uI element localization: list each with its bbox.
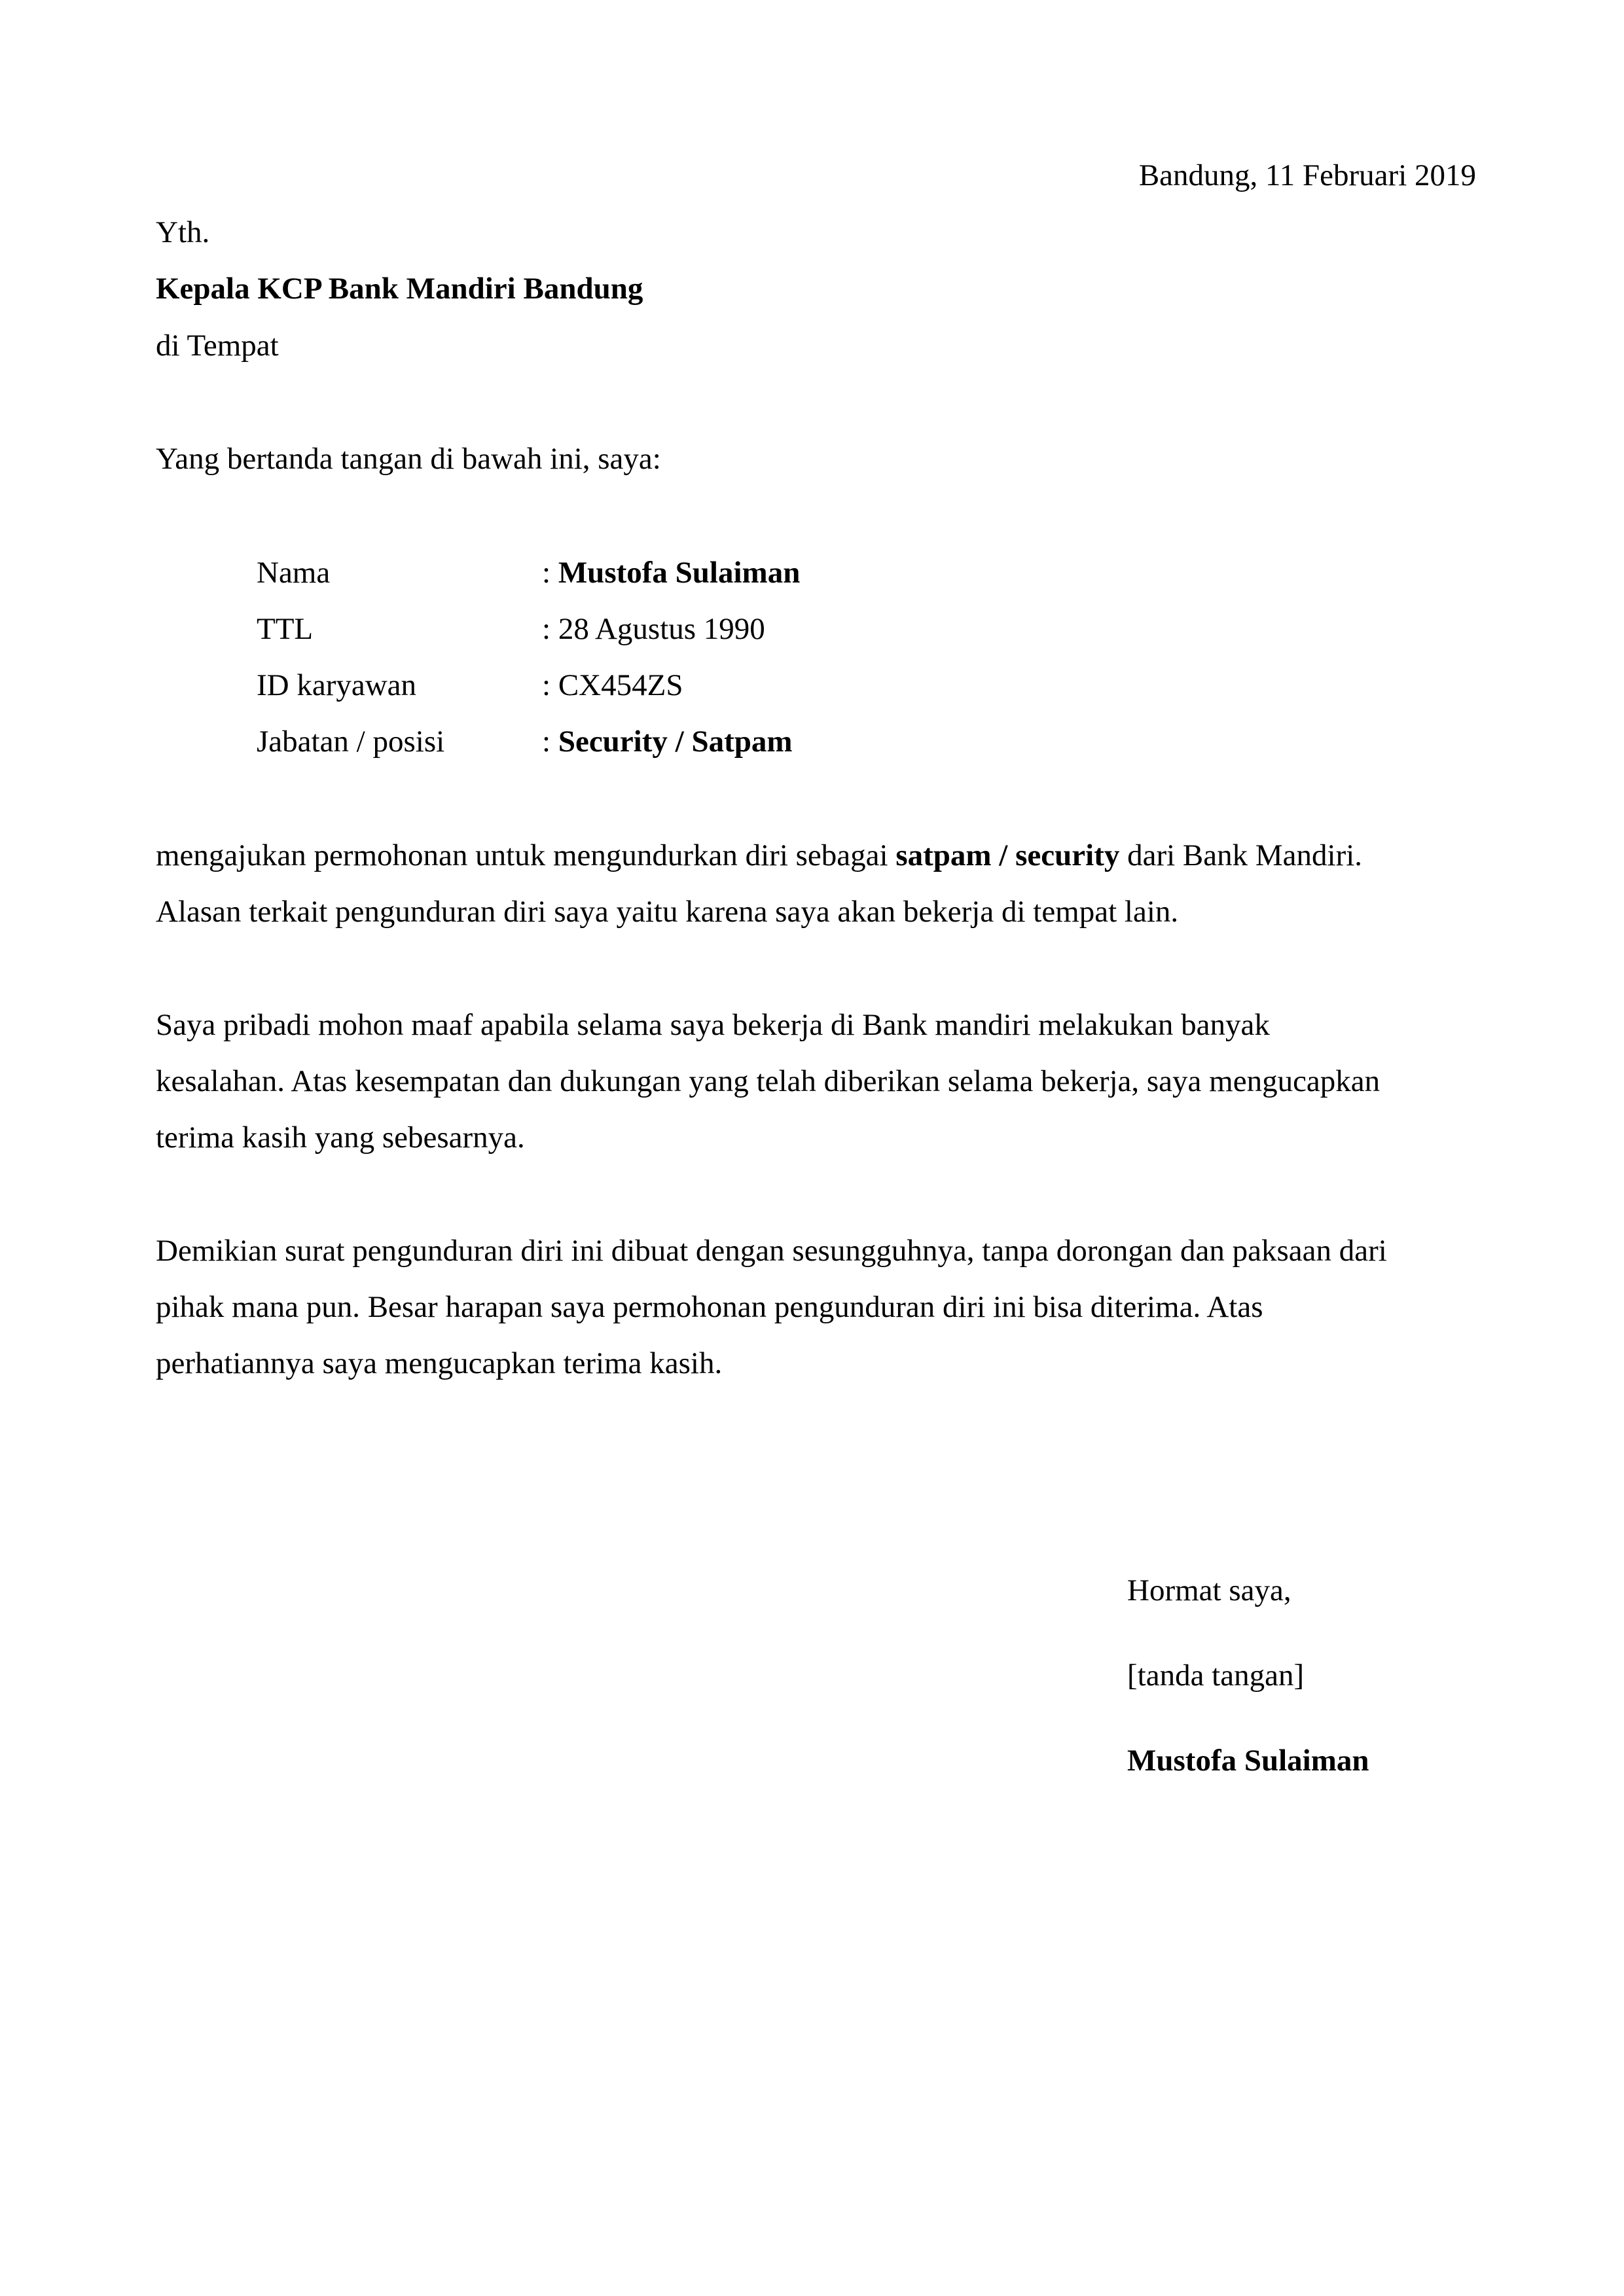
field-value-jabatan: : Security / Satpam xyxy=(542,725,793,759)
paragraph-line: mengajukan permohonan untuk mengundurkan diri sebagai satpam / security dari Bank Mandiri. xyxy=(156,838,1363,872)
signature-placeholder: [tanda tangan] xyxy=(1127,1659,1305,1693)
paragraph-line: Saya pribadi mohon maaf apabila selama saya bekerja di Bank mandiri melakukan banyak xyxy=(156,1008,1270,1042)
signer-name: Mustofa Sulaiman xyxy=(1127,1744,1369,1778)
paragraph-line: terima kasih yang sebesarnya. xyxy=(156,1121,525,1155)
field-label-jabatan: Jabatan / posisi xyxy=(257,725,445,759)
recipient-name: Kepala KCP Bank Mandiri Bandung xyxy=(156,272,643,306)
closing-greeting: Hormat saya, xyxy=(1127,1573,1291,1607)
paragraph-line: kesalahan. Atas kesempatan dan dukungan yang telah diberikan selama bekerja, saya mengucapkan xyxy=(156,1064,1380,1098)
letter-intro: Yang bertanda tangan di bawah ini, saya: xyxy=(156,442,661,476)
paragraph-line: pihak mana pun. Besar harapan saya permohonan pengunduran diri ini bisa diterima. Atas xyxy=(156,1290,1263,1324)
field-label-id-karyawan: ID karyawan xyxy=(257,668,417,702)
field-value-nama: : Mustofa Sulaiman xyxy=(542,556,801,590)
paragraph-line: Alasan terkait pengunduran diri saya yaitu karena saya akan bekerja di tempat lain. xyxy=(156,895,1179,929)
recipient-salutation: Yth. xyxy=(156,215,210,249)
field-value-ttl: : 28 Agustus 1990 xyxy=(542,612,765,646)
field-label-ttl: TTL xyxy=(257,612,314,646)
letter-date: Bandung, 11 Februari 2019 xyxy=(1138,158,1476,192)
field-value-id-karyawan: : CX454ZS xyxy=(542,668,683,702)
paragraph-line: perhatiannya saya mengucapkan terima kasih. xyxy=(156,1346,723,1380)
paragraph-line: Demikian surat pengunduran diri ini dibuat dengan sesungguhnya, tanpa dorongan dan paksaan dari xyxy=(156,1234,1387,1268)
field-label-nama: Nama xyxy=(257,556,331,590)
recipient-location: di Tempat xyxy=(156,329,279,363)
